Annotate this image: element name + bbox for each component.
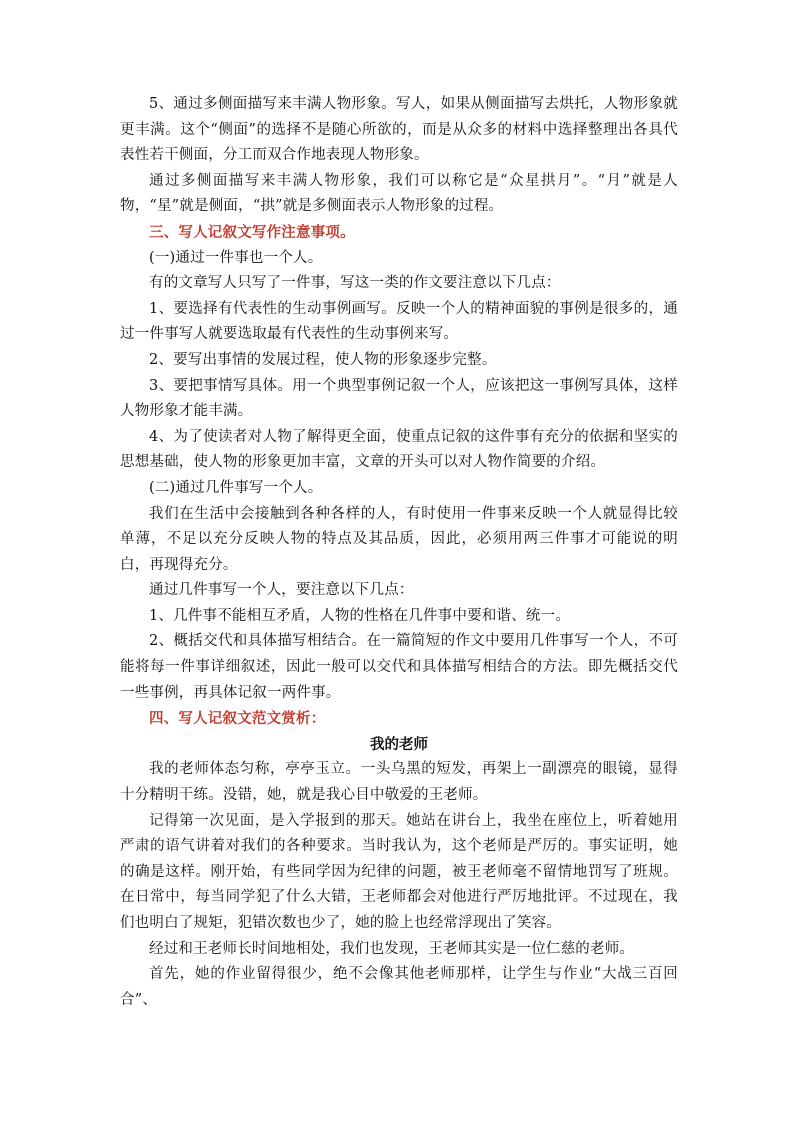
essay-paragraph: 经过和王老师长时间地相处，我们也发现，王老师其实是一位仁慈的老师。 — [149, 940, 635, 957]
subsection-heading: (一)通过一件事也一个人。 — [149, 249, 323, 266]
essay-paragraph: 记得第一次见面，是入学报到的那天。她站在讲台上，我坐在座位上，听着她用严肃的语气讲着对我们的各种要求。当时我认为，这个老师是严厉的。事实证明，她的确是这样。刚开始，有些同学因为纪律的问题，被王老师毫不留情地罚写了班规。在日常中，每当同学犯了什么大错，王老师都会对他进行严厉地批评。不过现在，我们也明白了规矩，犯错次数也少了，她的脸上也经常浮现出了笑容。 — [120, 812, 678, 931]
paragraph: 有的文章写人只写了一件事，写这一类的作文要注意以下几点： — [149, 275, 561, 292]
paragraph: 通过几件事写一个人，要注意以下几点： — [149, 582, 414, 599]
section-heading-4: 四、写人记叙文范文赏析： — [149, 710, 326, 728]
section-heading-3: 三、写人记叙文写作注意事项。 — [149, 223, 355, 241]
list-item: 1、几件事不能相互矛盾，人物的性格在几件事中要和谐、统一。 — [149, 607, 571, 624]
essay-paragraph: 我的老师体态匀称，亭亭玉立。一头乌黑的短发，再架上一副漂亮的眼镜，显得十分精明干练。没错，她，就是我心目中敬爱的王老师。 — [120, 761, 678, 804]
paragraph: 我们在生活中会接触到各种各样的人，有时使用一件事来反映一个人就显得比较单薄，不足以充分反映人物的特点及其品质，因此，必须用两三件事才可能说的明白，再现得充分。 — [120, 505, 678, 573]
subsection-heading: (二)通过几件事写一个人。 — [149, 479, 323, 496]
essay-paragraph: 首先，她的作业留得很少，绝不会像其他老师那样，让学生与作业“大战三百回合”、 — [120, 966, 678, 1008]
essay-title: 我的老师 — [370, 735, 428, 753]
list-item: 3、要把事情写具体。用一个典型事例记叙一个人，应该把这一事例写具体，这样人物形象才能丰满。 — [120, 377, 678, 420]
list-item: 2、概括交代和具体描写相结合。在一篇简短的作文中要用几件事写一个人，不可能将每一件事详细叙述，因此一般可以交代和具体描写相结合的方法。即先概括交代一些事例，再具体记叙一两件事。 — [120, 633, 678, 701]
paragraph: 通过多侧面描写来丰满人物形象，我们可以称它是“众星拱月”。“月”就是人物，“星”就是侧面，“拱”就是多侧面表示人物形象的过程。 — [120, 172, 678, 215]
list-item: 2、要写出事情的发展过程，使人物的形象逐步完整。 — [149, 351, 497, 368]
list-item: 1、要选择有代表性的生动事例画写。反映一个人的精神面貌的事例是很多的，通过一件事写人就要选取最有代表性的生动事例来写。 — [120, 300, 678, 343]
list-item: 4、为了使读者对人物了解得更全面，使重点记叙的这件事有充分的依据和坚实的思想基础，使人物的形象更加丰富，文章的开头可以对人物作简要的介绍。 — [120, 428, 678, 471]
paragraph: 5、通过多侧面描写来丰满人物形象。写人，如果从侧面描写去烘托，人物形象就更丰满。这个“侧面”的选择不是随心所欲的，而是从众多的材料中选择整理出各具代表性若干侧面，分工而双合作地表现人物形象。 — [120, 96, 678, 164]
document-body — [120, 92, 678, 1013]
